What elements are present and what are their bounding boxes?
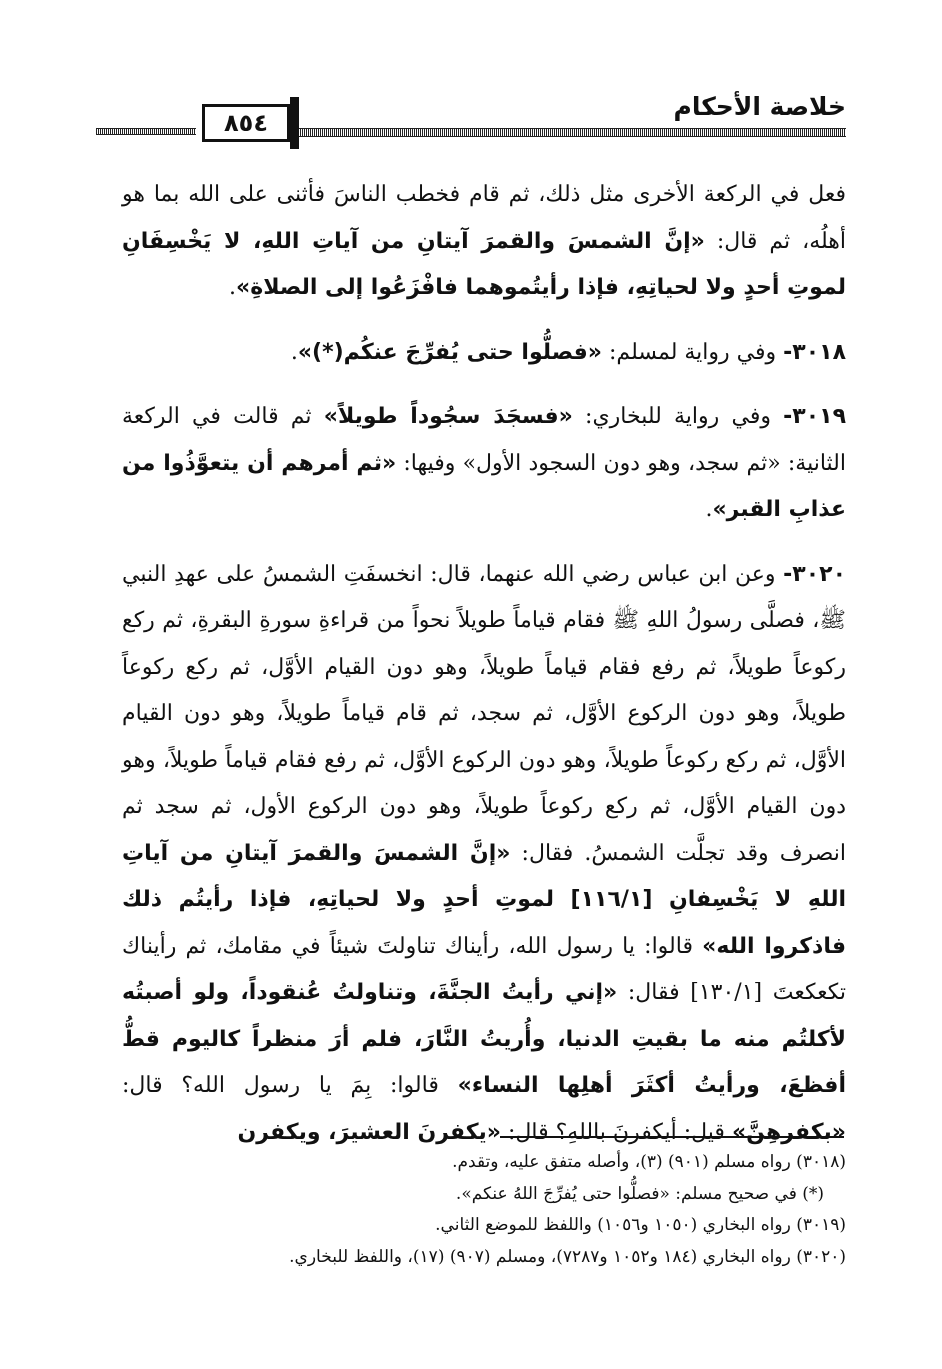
paragraph-text: ثم قالت في الركعة الثانية: «ثم سجد، وهو دون السجود الأول» وفيها: bbox=[122, 404, 846, 476]
hadith-quote: «يكفرنَ العشيرَ، ويكفرن bbox=[237, 1119, 502, 1145]
footnote-separator bbox=[500, 1136, 844, 1138]
paragraph-text: قالوا: يا رسول الله، رأيناك تناولتَ شيئاً في مقامك، ثم رأيناك تكعكعتَ [١٣٠/١] فقال: bbox=[122, 933, 846, 1005]
hadith-number: ٣٠١٨- bbox=[783, 339, 846, 365]
hadith-quote: «بكفرهِنَّ» bbox=[731, 1119, 846, 1145]
footnote-3018: (٣٠١٨) رواه مسلم (٩٠١) (٣)، وأصله متفق عليه، وتقدم. bbox=[452, 1152, 846, 1172]
hadith-3020 bbox=[122, 552, 846, 1157]
paragraph-text: وعن ابن عباس رضي الله عنهما، قال: انخسفَتِ الشمسُ على عهدِ النبي ﷺ، فصلَّى رسولُ اللهِ ﷺ فقام قياماً طويلاً نحواً من قراءةِ سورةِ البقرةِ، ثم ركع ركوعاً طويلاً، ثم رفع فقام قياماً طويلاً، وهو دون القيام الأوَّل، ثم ركع ركوعاً طويلاً، وهو دون الركوع الأوَّل، ثم سجد، ثم قام قياماً طويلاً، وهو دون القيام الأوَّل، ثم ركع ركوعاً طويلاً، وهو دون الركوع الأوَّل، ثم رفع فقام قياماً طويلاً، وهو دون القيام الأوَّل، ثم ركع ركوعاً طويلاً، وهو دون الركوع الأول، ثم سجد ثم انصرف وقد تجلَّت الشمسُ. فقال: bbox=[122, 561, 846, 866]
hadith-quote: «إنَّ الشمسَ والقمرَ آيتانِ من آياتِ اللهِ لا يَخْسِفانِ [١١٦/١] لموتِ أحدٍ ولا لحياتِهِ، فإذا رأيتُم ذلك فاذكروا الله» bbox=[122, 840, 846, 959]
paragraph-continuation bbox=[122, 172, 846, 312]
running-title: خلاصة الأحكام bbox=[673, 92, 846, 121]
hadith-quote: «فسجَدَ سجُوداً طويلاً» bbox=[323, 404, 573, 429]
paragraph-end: . bbox=[705, 497, 713, 522]
paragraph-text: وفي رواية للبخاري: bbox=[572, 404, 784, 429]
hadith-quote: «ثم أمرهم أن يتعوَّذُوا من عذابِ القبر» bbox=[122, 450, 846, 522]
paragraph-text: فعل في الركعة الأخرى مثل ذلك، ثم قام فخطب الناسَ فأثنى على الله بما هو أهلُه، ثم قال: bbox=[122, 182, 846, 254]
page-number: ٨٥٤ bbox=[202, 104, 290, 142]
paragraph-text: وفي رواية لمسلم: bbox=[602, 339, 784, 365]
paragraph-text: قالوا: بِمَ يا رسول الله؟ قال: bbox=[122, 1073, 458, 1098]
hadith-quote: «فصلُّوا حتى يُفرِّجَ عنكُم(*)» bbox=[297, 339, 603, 365]
main-text bbox=[122, 172, 846, 1156]
header-rule bbox=[216, 128, 846, 137]
page-header bbox=[96, 84, 846, 146]
hadith-3018 bbox=[122, 330, 846, 377]
header-rule-left bbox=[96, 128, 196, 135]
footnote-star: (*) في صحيح مسلم: «فصلُّوا حتى يُفرِّجَ اللهُ عنكم». bbox=[455, 1183, 824, 1204]
footnote-3020: (٣٠٢٠) رواه البخاري (١٨٤ و١٠٥٢ و٧٢٨٧)، ومسلم (٩٠٧) (١٧)، واللفظ للبخاري. bbox=[289, 1246, 846, 1267]
hadith-quote: «إنَّ الشمسَ والقمرَ آيتانِ من آياتِ اللهِ، لا يَخْسِفَانِ لموتِ أحدٍ ولا لحياتِهِ، فإذا رأيتُموهما فافْزَعُوا إلى الصلاةِ» bbox=[122, 228, 846, 300]
paragraph-text: قيل: أيكفرنَ باللهِ؟ قال: bbox=[501, 1119, 732, 1145]
paragraph-end: . bbox=[290, 339, 298, 365]
hadith-quote: «إني رأيتُ الجنَّةَ، وتناولتُ عُنقوداً، ولو أصبتُه لأكلتُم منه ما بقيتِ الدنيا، وأُريتُ النَّارَ، فلم أرَ منظراً كاليوم قطُّ أفظعَ، ورأيتُ أكثَرَ أهلِها النساء» bbox=[122, 980, 846, 1098]
footnotes bbox=[122, 1147, 846, 1273]
hadith-number: ٣٠١٩- bbox=[783, 404, 847, 429]
hadith-3019 bbox=[122, 394, 846, 534]
paragraph-end: . bbox=[229, 275, 237, 300]
footnote-3019: (٣٠١٩) رواه البخاري (١٠٥٠ و١٠٥٦) واللفظ للموضع الثاني. bbox=[435, 1215, 846, 1235]
hadith-number: ٣٠٢٠- bbox=[783, 561, 846, 587]
